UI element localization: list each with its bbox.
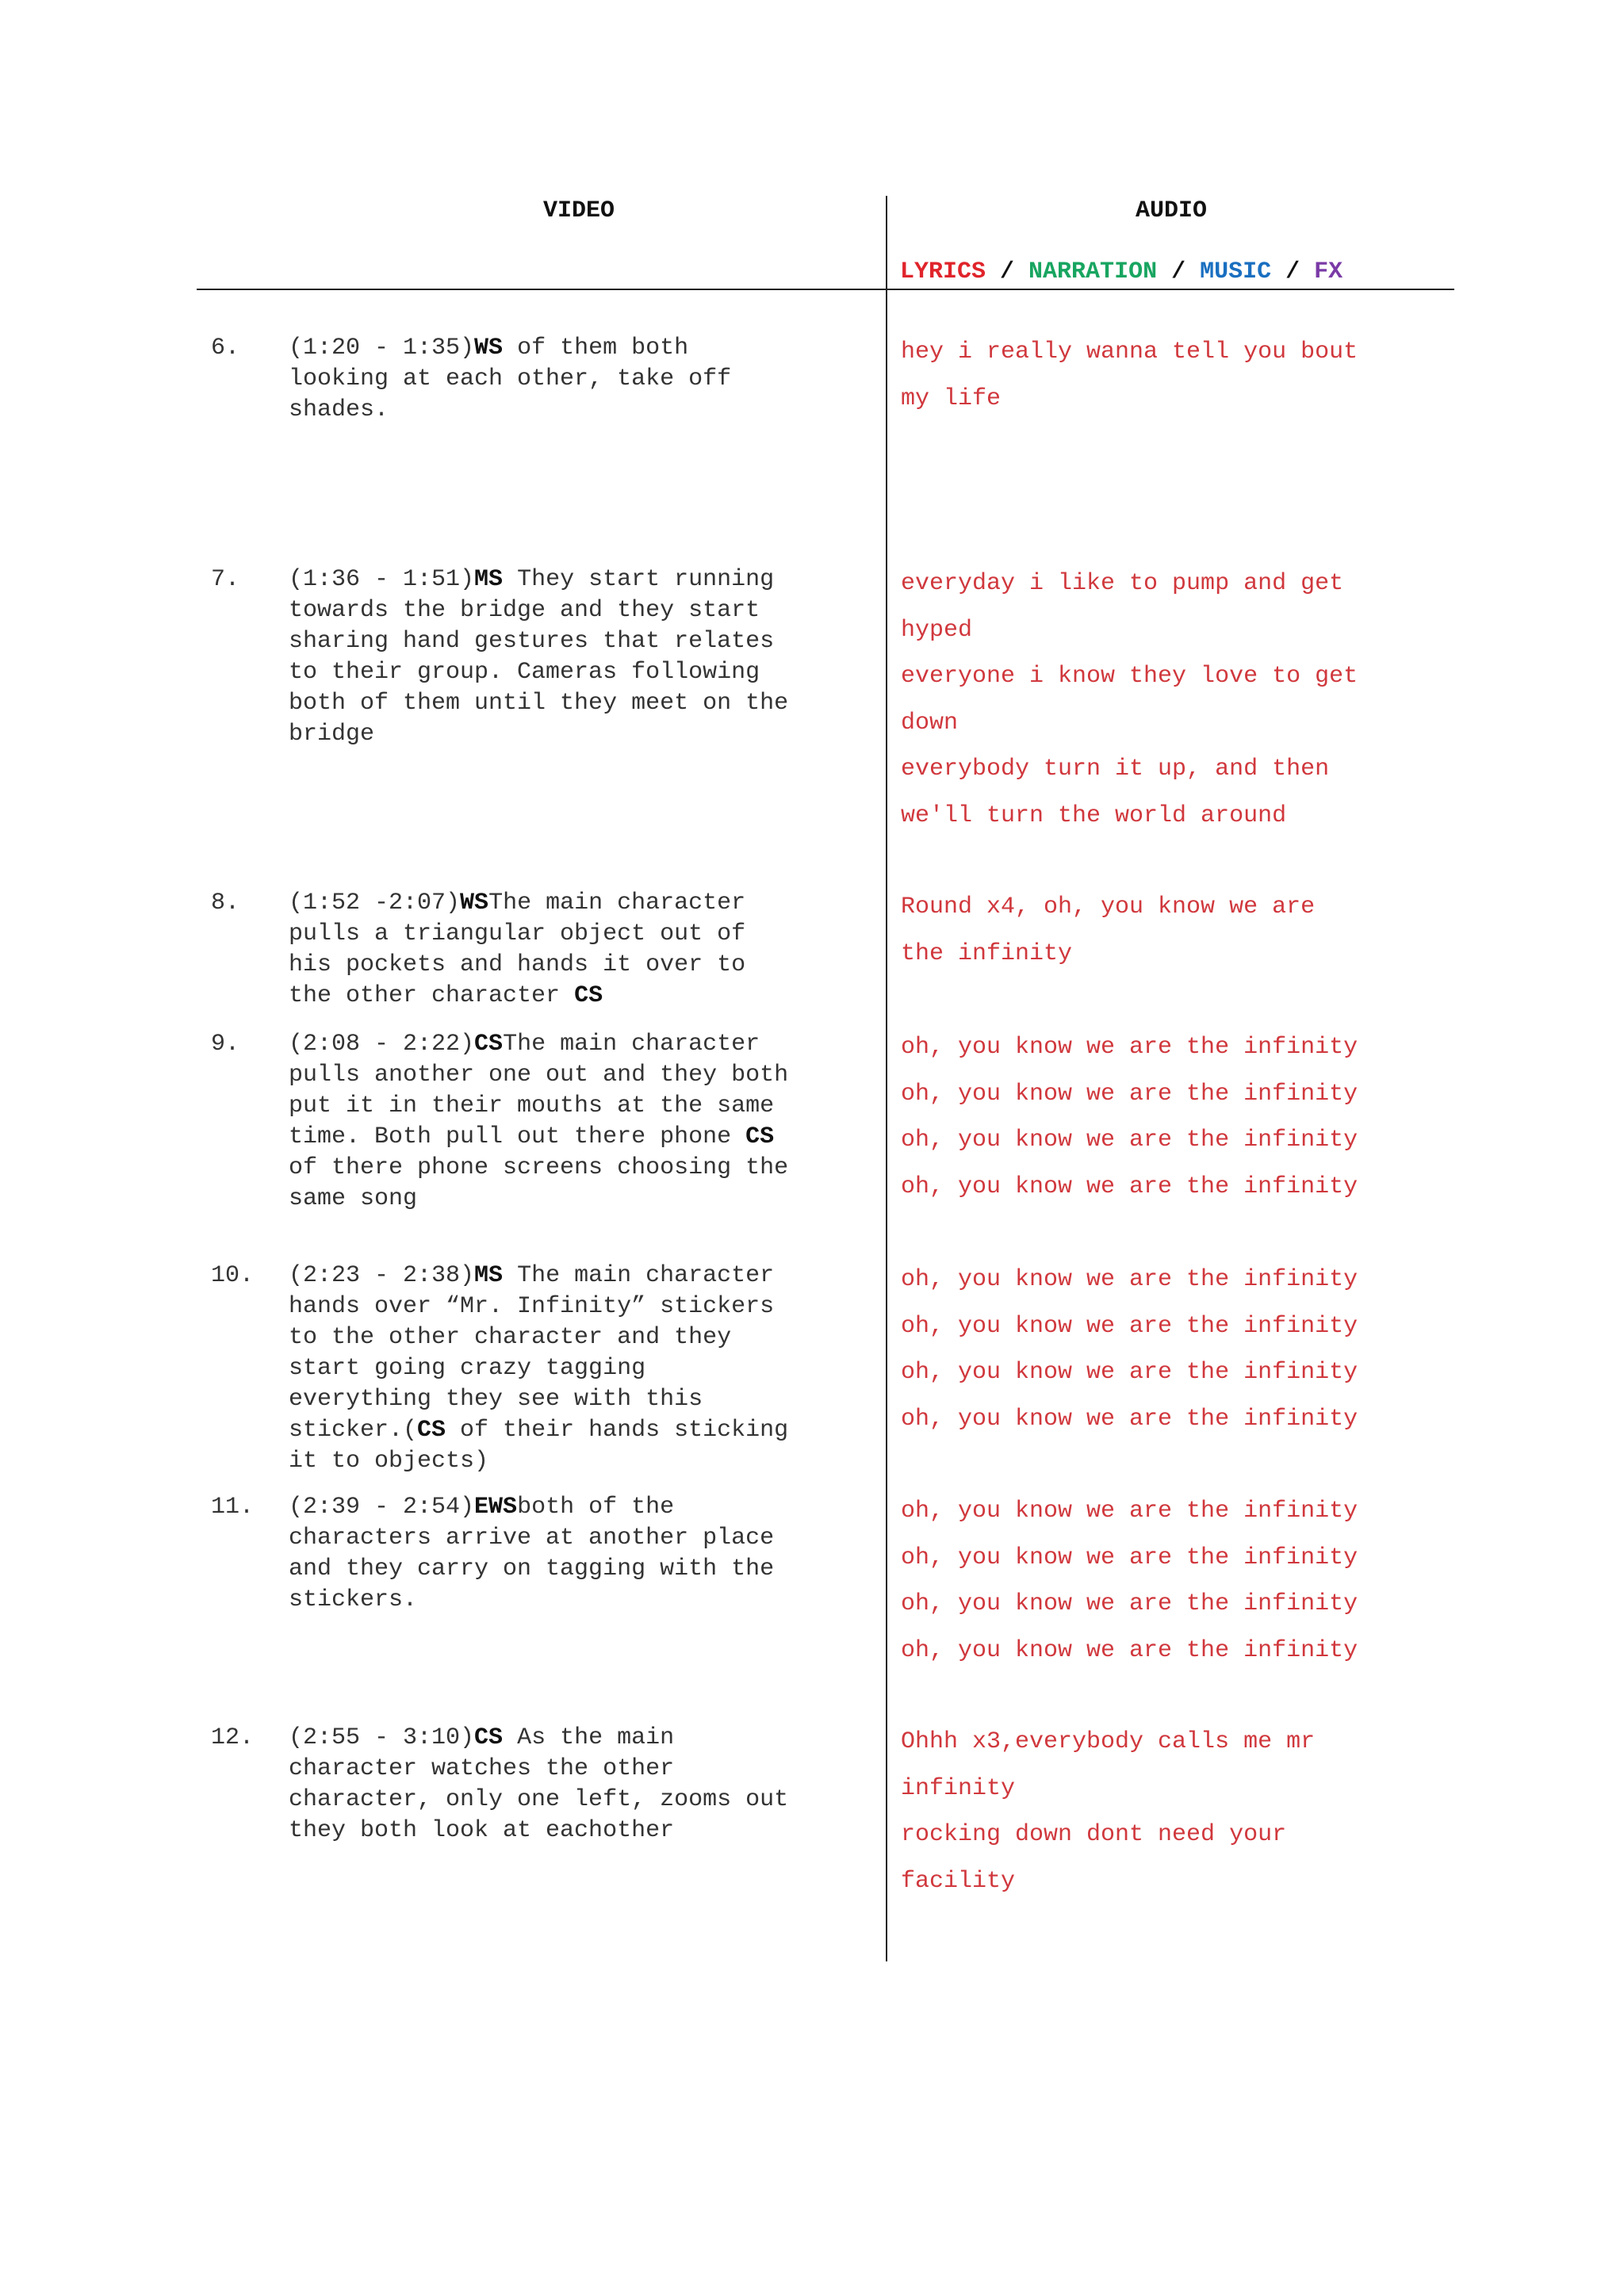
lyric-line: oh, you know we are the infinity: [901, 1127, 1358, 1154]
video-description: [289, 1261, 871, 1477]
lyric-line: oh, you know we are the infinity: [901, 1590, 1358, 1617]
lyric-line: oh, you know we are the infinity: [901, 1544, 1358, 1571]
lyric-line: everyday i like to pump and get: [901, 570, 1344, 597]
video-text: As the main character watches the other character, only one left, zooms out they both look at eachother: [289, 1724, 789, 1844]
lyric-line: oh, you know we are the infinity: [901, 1498, 1358, 1525]
shot-type: WS: [460, 890, 489, 916]
lyric-line: Ohhh x3,everybody calls me mr: [901, 1728, 1316, 1755]
video-text: (2:55 - 3:10): [289, 1724, 475, 1751]
shot-type: CS: [474, 1031, 504, 1058]
lyric-line: oh, you know we are the infinity: [901, 1266, 1358, 1293]
audio-lyrics: [901, 561, 1456, 839]
lyric-line: rocking down dont need your: [901, 1821, 1287, 1848]
header-divider: [197, 289, 1454, 290]
shot-type: CS: [417, 1417, 446, 1444]
shot-type: MS: [474, 566, 504, 593]
legend-fx: FX: [1314, 258, 1343, 285]
legend-separator: /: [986, 258, 1029, 285]
video-description: [289, 564, 871, 750]
lyric-line: oh, you know we are the infinity: [901, 1080, 1358, 1108]
video-text: (2:39 - 2:54): [289, 1494, 475, 1521]
video-text: The main character pulls another one out and they both put it in their mouths at the same time. Both pull out there phone: [289, 1031, 789, 1150]
lyric-line: we'll turn the world around: [901, 802, 1287, 829]
video-column-heading: VIDEO: [542, 197, 615, 224]
video-text: both of the characters arrive at another place and they carry on tagging with the stickers.: [289, 1494, 775, 1613]
video-description: [289, 333, 871, 426]
video-text: of there phone screens choosing the same song: [289, 1154, 789, 1212]
audio-lyrics: [901, 1488, 1456, 1674]
column-divider: [886, 196, 887, 1961]
video-text: The main character pulls a triangular object out of his pockets and hands it over to the other character: [289, 890, 746, 1009]
row-number: 9.: [211, 1031, 240, 1058]
audio-lyrics: [901, 1024, 1456, 1210]
video-text: of their hands sticking it to objects): [289, 1417, 789, 1475]
lyric-line: facility: [901, 1867, 1016, 1895]
lyric-line: hey i really wanna tell you bout: [901, 339, 1358, 365]
row-number: 10.: [211, 1262, 255, 1289]
shot-type: CS: [745, 1123, 775, 1150]
shot-type: MS: [474, 1262, 504, 1289]
lyric-line: everybody turn it up, and then: [901, 756, 1330, 783]
audio-lyrics: [901, 1257, 1456, 1442]
lyric-line: oh, you know we are the infinity: [901, 1359, 1358, 1386]
audio-lyrics: [901, 1719, 1456, 1904]
video-description: [289, 888, 871, 1012]
video-text: The main character hands over “Mr. Infinity” stickers to the other character and they start going crazy tagging everything they see with this sticker.(: [289, 1262, 775, 1444]
video-description: [289, 1723, 871, 1846]
lyric-line: everyone i know they love to get: [901, 663, 1358, 690]
video-text: of them both looking at each other, take off shades.: [289, 335, 732, 423]
lyric-line: oh, you know we are the infinity: [901, 1405, 1358, 1433]
lyric-line: infinity: [901, 1774, 1016, 1802]
audio-column-heading: AUDIO: [1135, 197, 1207, 224]
lyric-line: down: [901, 709, 959, 737]
legend-lyrics: LYRICS: [900, 258, 986, 285]
audio-lyrics: [901, 329, 1456, 422]
lyric-line: oh, you know we are the infinity: [901, 1636, 1358, 1664]
shot-type: CS: [474, 1724, 504, 1751]
video-description: [289, 1492, 871, 1616]
video-text: (2:23 - 2:38): [289, 1262, 475, 1289]
lyric-line: oh, you know we are the infinity: [901, 1312, 1358, 1340]
row-number: 6.: [211, 335, 240, 362]
lyric-line: hyped: [901, 616, 973, 644]
lyric-line: the infinity: [901, 939, 1073, 967]
legend-narration: NARRATION: [1028, 258, 1158, 285]
shot-type: WS: [474, 335, 504, 362]
shot-type: CS: [574, 982, 603, 1009]
video-text: (1:52 -2:07): [289, 890, 461, 916]
video-text: (2:08 - 2:22): [289, 1031, 475, 1058]
shot-type: EWS: [474, 1494, 518, 1521]
row-number: 7.: [211, 566, 240, 593]
row-number: 12.: [211, 1724, 255, 1751]
row-number: 8.: [211, 890, 240, 916]
lyric-line: oh, you know we are the infinity: [901, 1034, 1358, 1061]
audio-legend: [900, 258, 1342, 285]
audio-lyrics: [901, 884, 1456, 977]
legend-music: MUSIC: [1200, 258, 1272, 285]
legend-separator: /: [1157, 258, 1201, 285]
video-description: [289, 1029, 871, 1215]
row-number: 11.: [211, 1494, 255, 1521]
lyric-line: oh, you know we are the infinity: [901, 1173, 1358, 1200]
lyric-line: Round x4, oh, you know we are: [901, 894, 1316, 920]
lyric-line: my life: [901, 385, 1002, 412]
video-text: (1:36 - 1:51): [289, 566, 475, 593]
legend-separator: /: [1271, 258, 1315, 285]
video-text: They start running towards the bridge and they start sharing hand gestures that relates to their group. Cameras following both of them until they meet on the bridge: [289, 566, 789, 748]
video-text: (1:20 - 1:35): [289, 335, 475, 362]
